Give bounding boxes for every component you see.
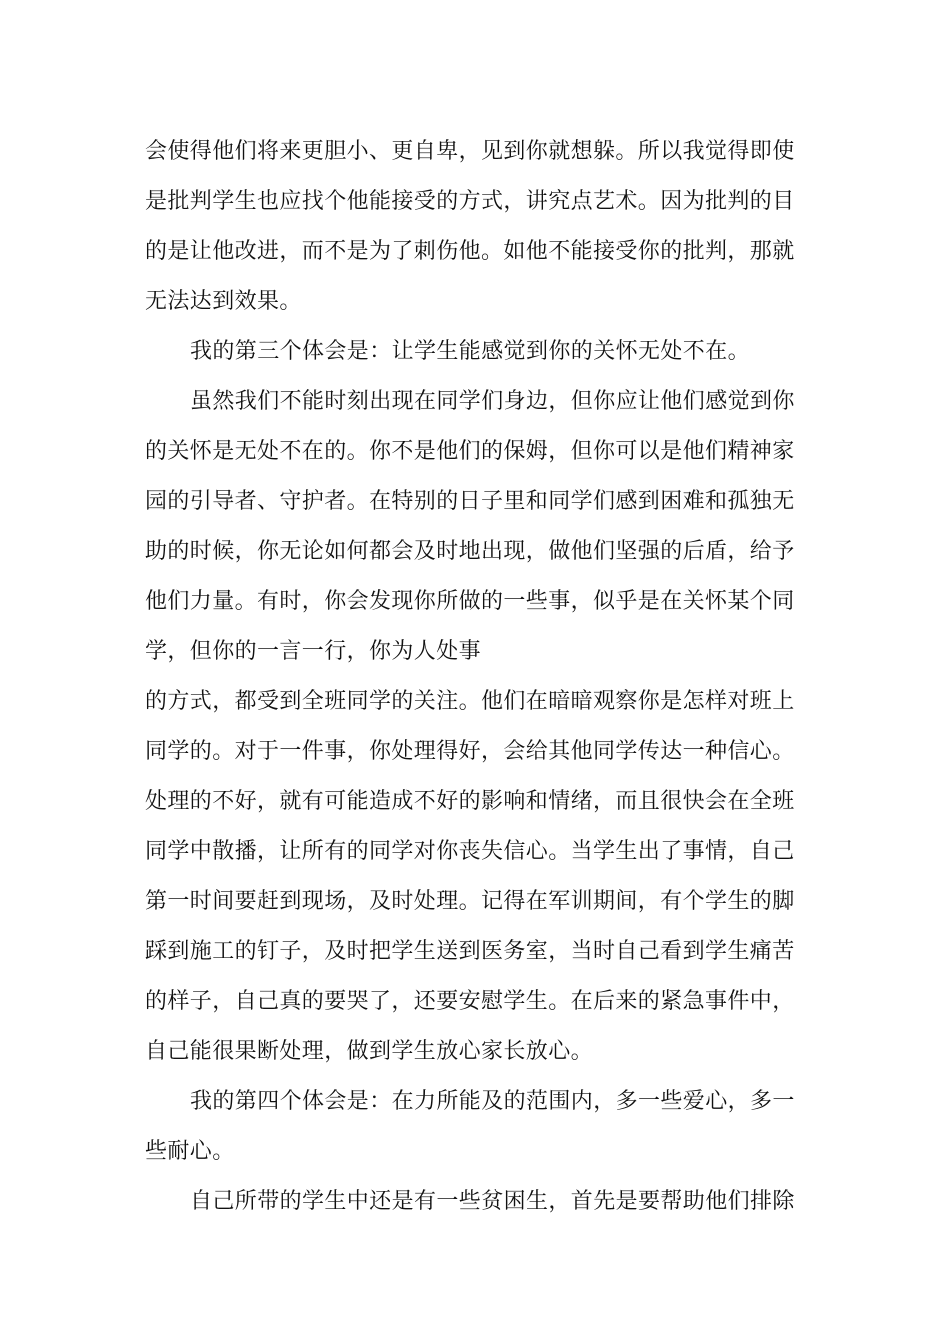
text-line: 第一时间要赶到现场，及时处理。记得在军训期间，有个学生的脚 [145,889,795,914]
text-line: 些耐心。 [145,1139,235,1164]
text-line: 园的引导者、守护者。在特别的日子里和同学们感到困难和孤独无 [145,489,795,514]
text-line: 他们力量。有时，你会发现你所做的一些事，似乎是在关怀某个同 [145,589,795,614]
text-line: 自己能很果断处理，做到学生放心家长放心。 [145,1039,594,1064]
text-line: 我的第四个体会是：在力所能及的范围内，多一些爱心，多一 [190,1089,795,1114]
text-line: 助的时候，你无论如何都会及时地出现，做他们坚强的后盾，给予 [145,539,795,564]
text-line: 的是让他改进，而不是为了刺伤他。如他不能接受你的批判，那就 [145,239,795,264]
text-line: 是批判学生也应找个他能接受的方式，讲究点艺术。因为批判的目 [145,189,795,214]
text-line: 无法达到效果。 [145,289,302,314]
text-line: 处理的不好，就有可能造成不好的影响和情绪，而且很快会在全班 [145,789,795,814]
text-line: 学，但你的一言一行，你为人处事 [145,639,482,664]
text-line: 自己所带的学生中还是有一些贫困生，首先是要帮助他们排除 [190,1189,795,1214]
text-line: 会使得他们将来更胆小、更自卑，见到你就想躲。所以我觉得即使 [145,139,795,164]
text-line: 我的第三个体会是：让学生能感觉到你的关怀无处不在。 [190,339,751,364]
text-line: 虽然我们不能时刻出现在同学们身边，但你应让他们感觉到你 [190,389,795,414]
text-line: 的关怀是无处不在的。你不是他们的保姆，但你可以是他们精神家 [145,439,795,464]
text-line: 的样子，自己真的要哭了，还要安慰学生。在后来的紧急事件中， [145,989,795,1014]
text-line: 同学中散播，让所有的同学对你丧失信心。当学生出了事情，自己 [145,839,795,864]
text-line: 的方式，都受到全班同学的关注。他们在暗暗观察你是怎样对班上 [145,689,795,714]
text-line: 踩到施工的钉子，及时把学生送到医务室，当时自己看到学生痛苦 [145,939,795,964]
text-line: 同学的。对于一件事，你处理得好，会给其他同学传达一种信心。 [145,739,795,764]
